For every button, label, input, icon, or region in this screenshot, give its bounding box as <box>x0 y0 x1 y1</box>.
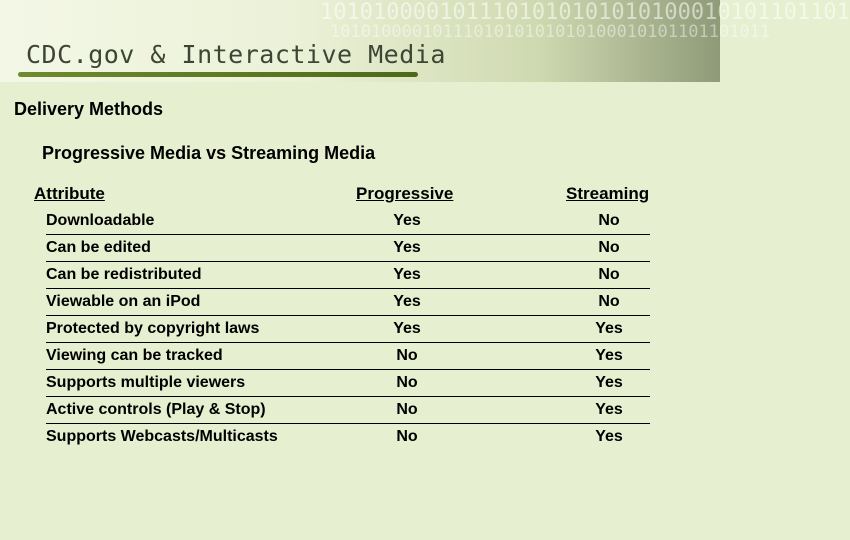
progressive-cell: Yes <box>393 266 421 283</box>
table-row <box>46 289 650 316</box>
progressive-cell: Yes <box>393 212 421 229</box>
binary-pattern: 1010100001011101010101010100010101101101 <box>320 0 850 25</box>
progressive-cell: No <box>396 374 418 391</box>
banner-title: CDC.gov & Interactive Media <box>26 40 446 69</box>
progressive-cell: Yes <box>393 293 421 310</box>
attribute-cell: Viewable on an iPod <box>46 293 201 310</box>
banner-underline <box>18 72 418 77</box>
table-row <box>46 208 650 235</box>
table-row <box>46 343 650 370</box>
binary-pattern: 1010100001011101010101010100010101101101011 <box>330 22 771 42</box>
progressive-cell: Yes <box>393 320 421 337</box>
progressive-cell: No <box>396 401 418 418</box>
progressive-cell: No <box>396 347 418 364</box>
streaming-cell: Yes <box>595 428 623 445</box>
page-subtitle: Progressive Media vs Streaming Media <box>42 143 376 163</box>
streaming-cell: No <box>598 212 620 229</box>
table-row <box>46 235 650 262</box>
attribute-cell: Can be edited <box>46 239 151 256</box>
column-header-progressive: Progressive <box>356 184 454 203</box>
attribute-cell: Downloadable <box>46 212 155 229</box>
streaming-cell: No <box>598 239 620 256</box>
page-title: Delivery Methods <box>14 99 164 119</box>
streaming-cell: Yes <box>595 347 623 364</box>
table-row <box>46 397 650 424</box>
table-row <box>46 424 650 450</box>
attribute-cell: Supports Webcasts/Multicasts <box>46 428 278 445</box>
column-header-attribute: Attribute <box>34 184 105 203</box>
comparison-table <box>46 208 650 450</box>
attribute-cell: Active controls (Play & Stop) <box>46 401 266 418</box>
header-banner <box>0 0 850 82</box>
progressive-cell: No <box>396 428 418 445</box>
streaming-cell: Yes <box>595 401 623 418</box>
streaming-cell: Yes <box>595 320 623 337</box>
table-row <box>46 370 650 397</box>
attribute-cell: Supports multiple viewers <box>46 374 246 391</box>
column-header-streaming: Streaming <box>566 184 650 203</box>
table-row <box>46 262 650 289</box>
attribute-cell: Can be redistributed <box>46 266 202 283</box>
attribute-cell: Viewing can be tracked <box>46 347 223 364</box>
table-row <box>46 316 650 343</box>
streaming-cell: Yes <box>595 374 623 391</box>
progressive-cell: Yes <box>393 239 421 256</box>
streaming-cell: No <box>598 266 620 283</box>
attribute-cell: Protected by copyright laws <box>46 320 260 337</box>
streaming-cell: No <box>598 293 620 310</box>
